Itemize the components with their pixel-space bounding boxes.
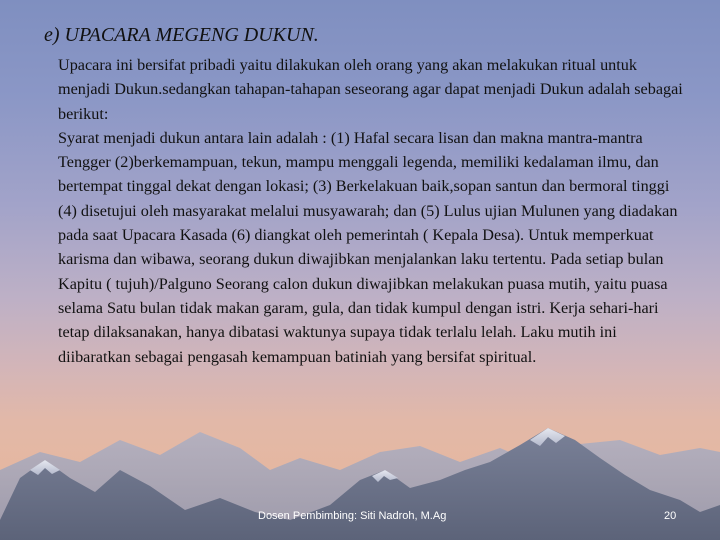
slide-body xyxy=(58,53,684,369)
footer-lecturer-text: Dosen Pembimbing: Siti Nadroh, M.Ag xyxy=(258,510,447,522)
body-paragraph-requirements: Syarat menjadi dukun antara lain adalah : (1) Hafal secara lisan dan makna mantra-mantra Tengger (2)berkemampuan, tekun, mampu menggali legenda, memiliki kedalaman ilmu, dan bertempat tinggal dekat dengan lokasi; (3) Berkelakuan baik,sopan santun dan bermoral tinggi (4) disetujui oleh masyarakat melalui musyawarah; dan (5) Lulus ujian Mulunen yang diadakan pada saat Upacara Kasada (6) diangkat oleh pemerintah ( Kepala Desa). Untuk memperkuat karisma dan wibawa, seorang dukun diwajibkan menjalankan laku tertentu. Pada setiap bulan Kapitu ( tujuh)/Palguno Seorang calon dukun diwajibkan melakukan puasa mutih, yaitu puasa selama Satu bulan tidak makan garam, gula, dan tidak kumpul dengan istri. Kerja sehari-hari tetap dilaksanakan, hanya dibatasi waktunya supaya tidak terlalu lelah. Laku mutih ini diibaratkan sebagai pengasah kemampuan batiniah yang bersifat spiritual. xyxy=(58,128,678,366)
body-paragraph-intro: Upacara ini bersifat pribadi yaitu dilakukan oleh orang yang akan melakukan ritual untuk menjadi Dukun.sedangkan tahapan-tahapan seseorang agar dapat menjadi Dukun adalah sebagai berikut: xyxy=(58,56,683,123)
slide-title: e) UPACARA MEGENG DUKUN. xyxy=(44,24,319,46)
page-number: 20 xyxy=(664,510,677,522)
